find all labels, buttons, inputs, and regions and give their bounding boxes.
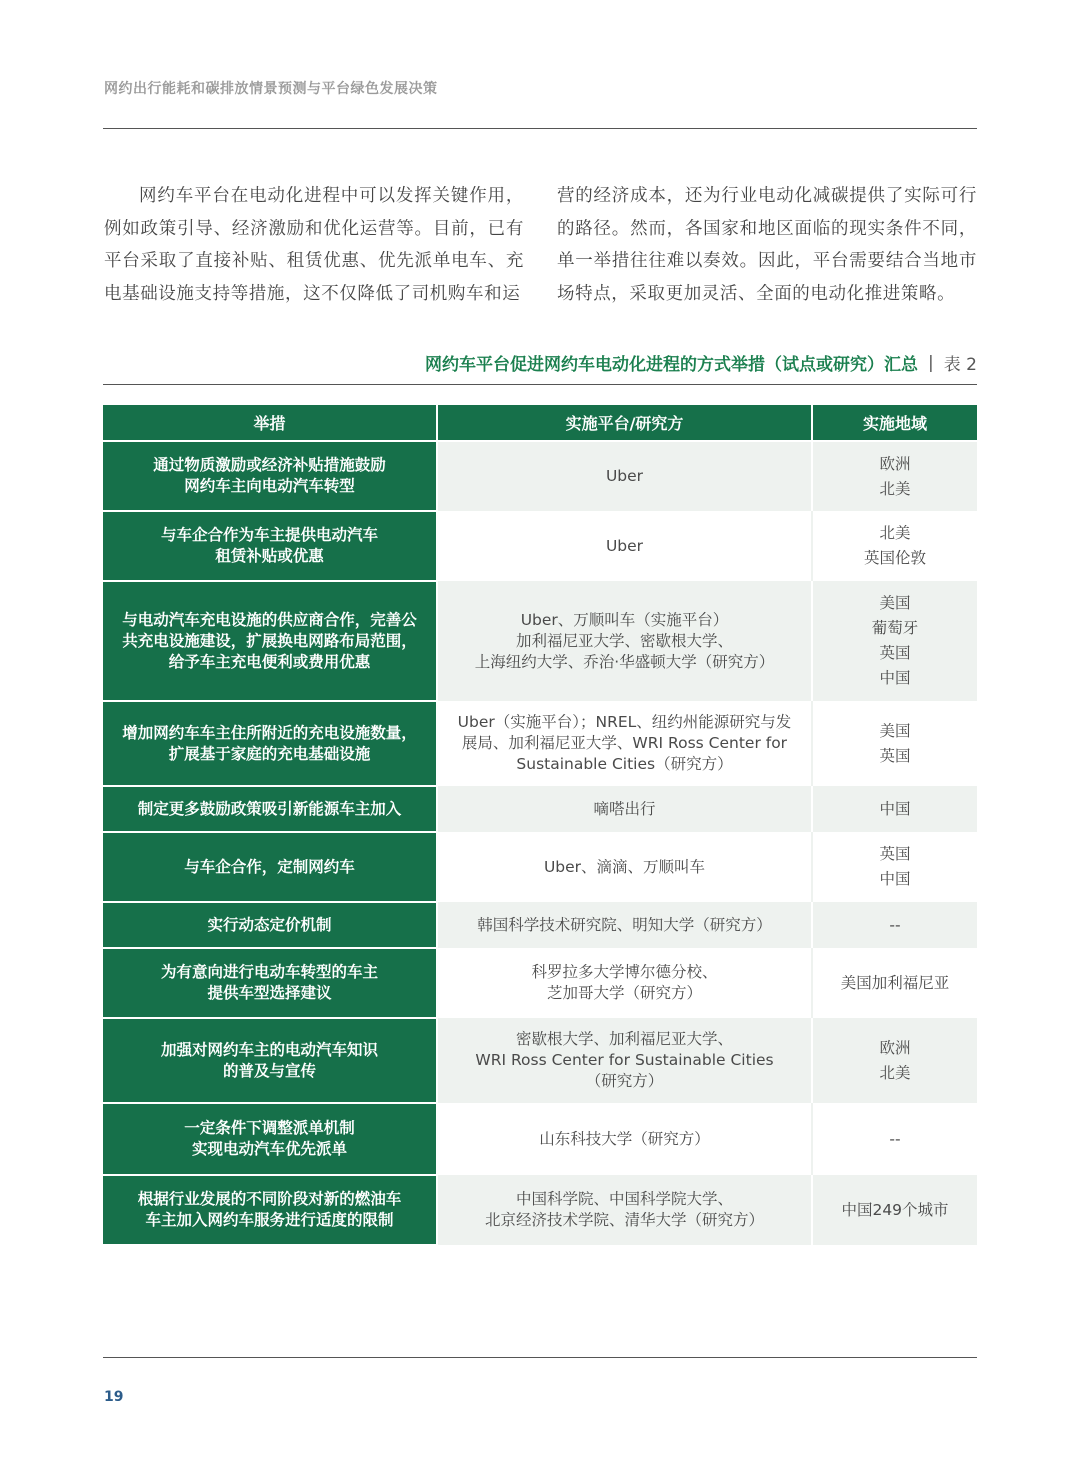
table-row (103, 948, 977, 1018)
region-cell: 美国 英国 (812, 701, 977, 786)
implementer-cell: Uber (437, 511, 812, 581)
implementer-cell: 科罗拉多大学博尔德分校、 芝加哥大学（研究方） (437, 948, 812, 1018)
table-row (103, 786, 977, 832)
table-row (103, 902, 977, 948)
measure-cell: 为有意向进行电动车转型的车主 提供车型选择建议 (103, 948, 437, 1018)
header-implementer: 实施平台/研究方 (437, 405, 812, 441)
implementer-cell: 密歇根大学、加利福尼亚大学、 WRI Ross Center for Sustainable Cities （研究方） (437, 1018, 812, 1103)
region-cell: 美国 葡萄牙 英国 中国 (812, 581, 977, 701)
table-header-row (103, 405, 977, 441)
table-title: 网约车平台促进网约车电动化进程的方式举措（试点或研究）汇总 (425, 355, 919, 375)
header-region: 实施地域 (812, 405, 977, 441)
measure-cell: 与电动汽车充电设施的供应商合作，完善公 共充电设施建设，扩展换电网路布局范围， 给予车主充电便利或费用优惠 (103, 581, 437, 701)
intro-paragraph-right: 营的经济成本，还为行业电动化减碳提供了实际可行的路径。然而，各国家和地区面临的现实条件不同，单一举措往往难以奏效。因此，平台需要结合当地市场特点，采取更加灵活、全面的电动化推进策略。 (557, 186, 977, 304)
measure-cell: 与车企合作，定制网约车 (103, 832, 437, 902)
measure-cell: 实行动态定价机制 (103, 902, 437, 948)
measure-cell: 增加网约车车主住所附近的充电设施数量， 扩展基于家庭的充电基础设施 (103, 701, 437, 786)
page-number: 19 (104, 1389, 124, 1405)
implementer-cell: 嘀嗒出行 (437, 786, 812, 832)
table-row (103, 441, 977, 511)
region-cell: 美国加利福尼亚 (812, 948, 977, 1018)
table-row (103, 1103, 977, 1175)
implementer-cell: Uber、万顺叫车（实施平台） 加利福尼亚大学、密歇根大学、 上海纽约大学、乔治·华盛顿大学（研究方） (437, 581, 812, 701)
implementer-cell: 韩国科学技术研究院、明知大学（研究方） (437, 902, 812, 948)
measure-cell: 通过物质激励或经济补贴措施鼓励 网约车主向电动汽车转型 (103, 441, 437, 511)
caption-separator: | (928, 352, 934, 373)
measure-cell: 与车企合作为车主提供电动汽车 租赁补贴或优惠 (103, 511, 437, 581)
running-head: 网约出行能耗和碳排放情景预测与平台绿色发展决策 (104, 81, 438, 97)
region-cell: 欧洲 北美 (812, 441, 977, 511)
region-cell: 北美 英国伦敦 (812, 511, 977, 581)
implementer-cell: 中国科学院、中国科学院大学、 北京经济技术学院、清华大学（研究方） (437, 1175, 812, 1245)
table-row (103, 1175, 977, 1245)
table-row (103, 701, 977, 786)
table-row (103, 1018, 977, 1103)
header-divider (103, 128, 977, 129)
table-row (103, 511, 977, 581)
measure-cell: 加强对网约车主的电动汽车知识 的普及与宣传 (103, 1018, 437, 1103)
region-cell: 欧洲 北美 (812, 1018, 977, 1103)
implementer-cell: Uber（实施平台）；NREL、纽约州能源研究与发 展局、加利福尼亚大学、WRI Ross Center for Sustainable Cities（研究方） (437, 701, 812, 786)
table-title-divider (103, 384, 977, 385)
region-cell: -- (812, 902, 977, 948)
measures-table (103, 405, 977, 1246)
region-cell: 中国249个城市 (812, 1175, 977, 1245)
implementer-cell: 山东科技大学（研究方） (437, 1103, 812, 1175)
table-caption (425, 350, 977, 375)
implementer-cell: Uber、滴滴、万顺叫车 (437, 832, 812, 902)
measure-cell: 制定更多鼓励政策吸引新能源车主加入 (103, 786, 437, 832)
region-cell: 英国 中国 (812, 832, 977, 902)
implementer-cell: Uber (437, 441, 812, 511)
table-number: 表 2 (943, 355, 977, 375)
measure-cell: 一定条件下调整派单机制 实现电动汽车优先派单 (103, 1103, 437, 1175)
intro-paragraph-left: 网约车平台在电动化进程中可以发挥关键作用，例如政策引导、经济激励和优化运营等。目前，已有平台采取了直接补贴、租赁优惠、优先派单电车、充电基础设施支持等措施，这不仅降低了司机购车和运 (104, 186, 524, 304)
region-cell: -- (812, 1103, 977, 1175)
footer-divider (103, 1357, 977, 1358)
measure-cell: 根据行业发展的不同阶段对新的燃油车 车主加入网约车服务进行适度的限制 (103, 1175, 437, 1245)
table-row (103, 581, 977, 701)
region-cell: 中国 (812, 786, 977, 832)
header-measure: 举措 (103, 405, 437, 441)
table-row (103, 832, 977, 902)
